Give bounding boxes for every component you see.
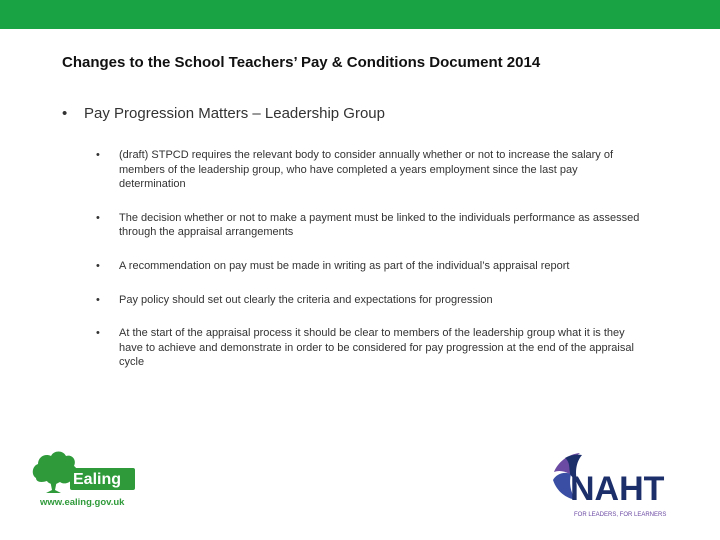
bullet-marker: • [96,211,100,224]
bullet-marker: • [96,293,100,306]
ealing-url: www.ealing.gov.uk [40,497,125,508]
sub-bullet-text: At the start of the appraisal process it should be clear to members of the leadership group what it is they have to achieve and demonstrate in order to be considered for pay progression at the end of the appraisal cycle [119,327,634,369]
bullet-marker: • [96,149,100,161]
sub-bullet-item [96,326,641,370]
naht-logo [550,450,692,522]
main-bullet-text: Pay Progression Matters – Leadership Group [84,105,385,122]
sub-bullet-text: Pay policy should set out clearly the criteria and expectations for progression [119,293,493,306]
main-bullet-point [62,105,385,122]
sub-bullet-item [96,293,641,308]
top-accent-bar [0,0,720,29]
ealing-name: Ealing [73,471,122,488]
bullet-marker: • [96,327,100,340]
naht-tagline: FOR LEADERS, FOR LEARNERS [574,512,667,518]
sub-bullet-text: A recommendation on pay must be made in writing as part of the individual’s appraisal report [119,259,570,272]
sub-bullet-text: The decision whether or not to make a payment must be linked to the individuals performance as assessed through the appraisal arrangements [119,211,640,239]
sub-bullet-item [96,259,641,274]
naht-name: NAHT [570,470,665,508]
ealing-logo [30,448,142,510]
sub-bullet-list [96,148,641,389]
bullet-marker: • [62,105,68,122]
sub-bullet-item [96,148,641,192]
slide-title: Changes to the School Teachers’ Pay & Conditions Document 2014 [62,54,541,71]
sub-bullet-item [96,211,641,240]
bullet-marker: • [96,259,100,272]
sub-bullet-text: (draft) STPCD requires the relevant body to consider annually whether or not to increase the salary of members of the leadership group, who have completed a years employment since the last pay determination [119,149,614,191]
